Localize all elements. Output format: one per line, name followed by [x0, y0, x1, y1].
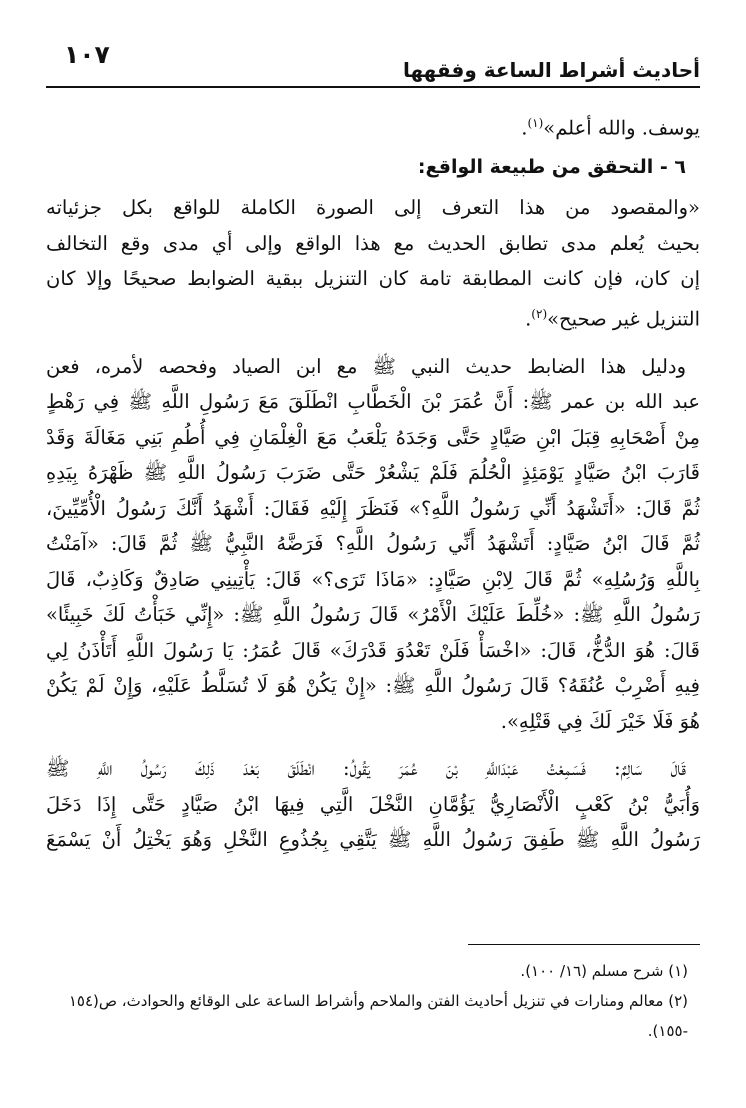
footnotes	[46, 956, 700, 1046]
footnote-2-continued: -١٥٥).	[647, 1022, 688, 1040]
text-line: هُوَ فَلَا خَيْرَ لَكَ فِي قَتْلِهِ».	[500, 709, 700, 733]
main-text	[46, 106, 700, 858]
section-heading: ٦ - التحقق من طبيعة الواقع:	[417, 156, 686, 178]
text-line: يوسف. والله أعلم»$^{(١)}$.	[521, 116, 700, 140]
text-line: «والمقصود من هذا التعرف إلى الصورة الكاملة للواقع بكل جزئياته	[46, 196, 700, 219]
text-line: ثُمَّ قَالَ ابْنُ صَيَّادٍ: أَتَشْهَدُ أَنِّي رَسُولُ اللَّهِ؟ فَرَضَّهُ النَّبِيُّ ﷺ ثُمَّ قَالَ: «آمَنْتُ	[46, 532, 700, 555]
footnote-1: (١) شرح مسلم (١٦/ ١٠٠).	[520, 962, 688, 980]
running-header	[46, 38, 700, 88]
footnote-ref[interactable]: (١)	[527, 116, 544, 130]
text-line: قَارَبَ ابْنُ صَيَّادٍ يَوْمَئِذٍ الْحُلُمَ فَلَمْ يَشْعُرْ حَتَّى ضَرَبَ رَسُولُ اللَّهِ ﷺ ظَهْرَهُ بِيَدِهِ	[46, 461, 700, 484]
page-number: ١٠٧	[64, 40, 110, 69]
text-line: فِيهِ أَضْرِبْ عُنُقَهُ؟ قَالَ رَسُولُ اللَّهِ ﷺ: «إِنْ يَكُنْ هُوَ لَا تُسَلَّطُ عَلَيْهِ، وَإِنْ لَمْ يَكُنْ	[46, 674, 700, 697]
text-line: مِنْ أَصْحَابِهِ قِبَلَ ابْنِ صَيَّادٍ حَتَّى وَجَدَهُ يَلْعَبُ مَعَ الْغِلْمَانِ فِي أُطُمِ بَنِي مَغَالَةَ وَقَدْ	[46, 425, 700, 449]
paragraph-definition	[46, 190, 700, 337]
text-line: بحيث يُعلم مدى تطابق الحديث مع هذا الواقع وإلى أي مدى وقع التخالف	[46, 231, 700, 255]
text-line: رَسُولُ اللَّهِ ﷺ طَفِقَ رَسُولُ اللَّهِ ﷺ يَتَّقِي بِجُذُوعِ النَّخْلِ وَهُوَ يَخْتِلُ أَنْ يَسْمَعَ	[46, 828, 700, 851]
text-line: رَسُولُ اللَّهِ ﷺ: «خُلِّطَ عَلَيْكَ الْأَمْرُ» قَالَ رَسُولُ اللَّهِ ﷺ: «إِنِّي خَبَأْتُ لَكَ خَبِيئًا»	[46, 603, 700, 626]
text-line: قَالَ: هُوَ الدُّخُّ، قَالَ: «اخْسَأْ فَلَنْ تَعْدُوَ قَدْرَكَ» قَالَ عُمَرُ: يَا رَسُولَ اللَّهِ أَتَأْذَنُ لِي	[46, 638, 700, 662]
text-line: عبد الله بن عمر ﷺ: أَنَّ عُمَرَ بْنَ الْخَطَّابِ انْطَلَقَ مَعَ رَسُولِ اللَّهِ ﷺ فِي رَهْطٍ	[46, 390, 700, 413]
text-line: بِاللَّهِ وَرُسُلِهِ» ثُمَّ قَالَ لِابْنِ صَيَّادٍ: «مَاذَا تَرَى؟» قَالَ: يَأْتِينِي صَادِقٌ وَكَاذِبٌ، قَالَ	[46, 567, 700, 591]
text-line: التنزيل غير صحيح»$^{(٢)}$.	[525, 306, 700, 330]
paragraph-hadith	[46, 349, 700, 740]
footnote-ref[interactable]: (٢)	[531, 306, 548, 321]
text-line: إن كان، فإن كانت المطابقة تامة كان التنزيل ببقية الضوابط صحيحًا وإلا كان	[46, 267, 700, 290]
text-line: قَالَ سَالِمٌ: فَسَمِعْتُ عَبْدَاللَّهِ بْنَ عُمَرَ يَقُولُ: انْطَلَقَ بَعْدَ ذَلِكَ رَسُولُ اللَّهِ ﷺ	[46, 757, 686, 780]
text-line: ودليل هذا الضابط حديث النبي ﷺ مع ابن الصياد وفحصه لأمره، فعن	[46, 354, 686, 378]
paragraph-salim	[46, 751, 700, 858]
book-title: أحاديث أشراط الساعة وفقهها	[402, 58, 700, 82]
text-line: ثُمَّ قَالَ: «أَتَشْهَدُ أَنِّي رَسُولُ اللَّهِ؟» فَنَظَرَ إِلَيْهِ فَقَالَ: أَشْهَدُ أَنَّكَ رَسُولُ الْأُمِّيِّينَ،	[46, 496, 700, 520]
text-line: وَأُبَيُّ بْنُ كَعْبٍ الْأَنْصَارِيُّ يَؤُمَّانِ النَّخْلَ الَّتِي فِيهَا ابْنُ صَيَّادٍ حَتَّى إِذَا دَخَلَ	[46, 792, 700, 816]
footnote-divider	[468, 944, 700, 945]
footnote-2: (٢) معالم ومنارات في تنزيل أحاديث الفتن والملاحم وأشراط الساعة على الوقائع والحوادث، ص(١٥٤	[68, 992, 688, 1010]
